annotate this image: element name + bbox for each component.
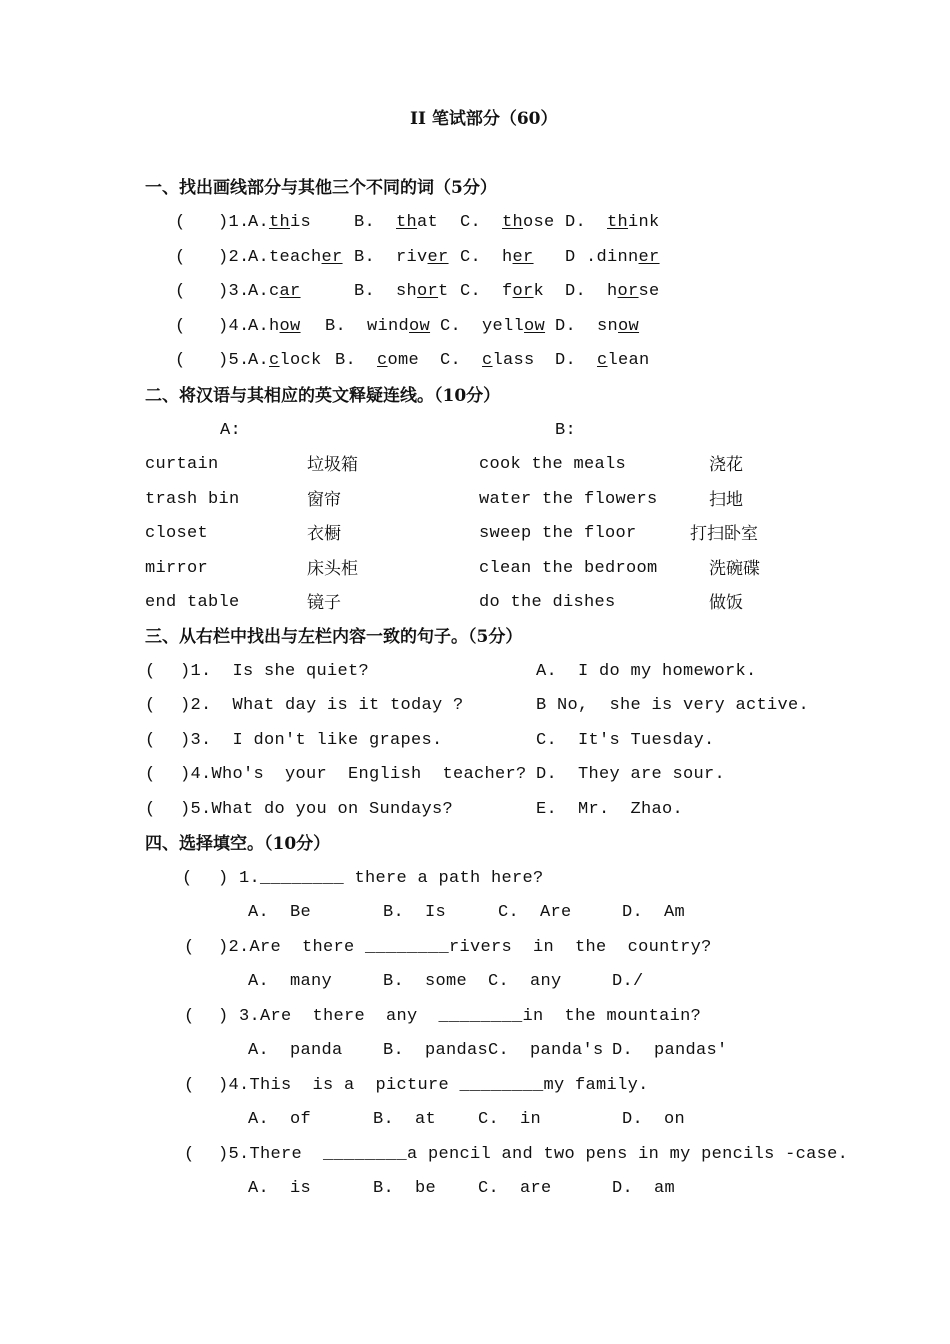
english-term-b[interactable]: water the flowers [479,490,658,509]
answer-option[interactable]: D. am [612,1179,676,1198]
answer-blank[interactable]: ( [145,765,156,784]
answer-option[interactable]: B. some [383,972,468,991]
answer-option[interactable]: C. in [478,1110,542,1129]
column-a-label: A: [220,421,242,440]
answer-option[interactable]: B. be [373,1179,437,1198]
right-sentence: B No, she is very active. [536,696,810,715]
chinese-term-a[interactable]: 衣橱 [307,524,341,544]
column-b-label: B: [555,421,577,440]
left-sentence: )5.What do you on Sundays? [180,800,454,819]
answer-blank[interactable]: ( [182,869,193,888]
chinese-term-b[interactable]: 浇花 [709,455,743,475]
answer-blank[interactable]: ( [175,248,186,267]
chinese-term-a[interactable]: 窗帘 [307,490,341,510]
right-sentence: C. It's Tuesday. [536,731,715,750]
option-word: D .dinner [565,248,660,267]
option-word: B. that [354,213,439,232]
left-sentence: )3. I don't like grapes. [180,731,443,750]
answer-blank[interactable]: ( [184,938,195,957]
answer-option[interactable]: D. pandas' [612,1041,728,1060]
answer-option[interactable]: B. at [373,1110,437,1129]
section-4-heading: 四、选择填空。（10分） [145,834,331,854]
answer-blank[interactable]: ( [184,1007,195,1026]
answer-option[interactable]: B. Is [383,903,447,922]
answer-option[interactable]: A. many [248,972,333,991]
answer-option[interactable]: A. panda [248,1041,343,1060]
option-word: D. horse [565,282,660,301]
answer-option[interactable]: C. are [478,1179,552,1198]
option-word: C. those [460,213,555,232]
left-sentence: )1. Is she quiet? [180,662,370,681]
answer-option[interactable]: C. Are [498,903,572,922]
page-title: II 笔试部分（60） [410,109,558,129]
english-term-a[interactable]: closet [145,524,209,543]
question-number: )5. [218,351,250,370]
answer-option[interactable]: C. any [488,972,562,991]
answer-option[interactable]: D./ [612,972,644,991]
english-term-a[interactable]: mirror [145,559,209,578]
chinese-term-b[interactable]: 扫地 [709,490,743,510]
english-term-b[interactable]: clean the bedroom [479,559,658,578]
option-word: B. short [354,282,449,301]
answer-option[interactable]: C. panda's [488,1041,604,1060]
answer-blank[interactable]: ( [145,800,156,819]
section-3-heading: 三、从右栏中找出与左栏内容一致的句子。（5分） [145,627,523,647]
answer-option[interactable]: A. is [248,1179,312,1198]
english-term-a[interactable]: trash bin [145,490,240,509]
option-word: B. window [325,317,431,336]
option-word: D. think [565,213,660,232]
english-term-b[interactable]: do the dishes [479,593,616,612]
answer-option[interactable]: B. pandas [383,1041,489,1060]
answer-blank[interactable]: ( [145,731,156,750]
right-sentence: A. I do my homework. [536,662,757,681]
chinese-term-a[interactable]: 镜子 [307,593,341,613]
answer-blank[interactable]: ( [175,213,186,232]
english-term-b[interactable]: cook the meals [479,455,627,474]
option-word: A.clock [248,351,322,370]
chinese-term-b[interactable]: 做饭 [709,593,743,613]
option-word: D. snow [555,317,640,336]
answer-option[interactable]: D. on [622,1110,686,1129]
option-word: C. her [460,248,534,267]
answer-blank[interactable]: ( [175,282,186,301]
option-word: C. class [440,351,535,370]
answer-blank[interactable]: ( [184,1145,195,1164]
answer-option[interactable]: D. Am [622,903,686,922]
chinese-term-a[interactable]: 床头柜 [307,559,358,579]
option-word: D. clean [555,351,650,370]
chinese-term-a[interactable]: 垃圾箱 [307,455,358,475]
english-term-b[interactable]: sweep the floor [479,524,637,543]
question-number: )4. [218,317,250,336]
section-1-heading: 一、找出画线部分与其他三个不同的词（5分） [145,178,497,198]
question-text: )2.Are there ________rivers in the country? [218,938,712,957]
question-text: )5.There ________a pencil and two pens in my pencils -case. [218,1145,849,1164]
right-sentence: E. Mr. Zhao. [536,800,684,819]
right-sentence: D. They are sour. [536,765,726,784]
option-word: C. yellow [440,317,546,336]
question-number: )3. [218,282,250,301]
question-text: ) 1.________ there a path here? [218,869,544,888]
section-2-heading: 二、将汉语与其相应的英文释疑连线。（10分） [145,386,501,406]
answer-blank[interactable]: ( [184,1076,195,1095]
answer-blank[interactable]: ( [145,696,156,715]
english-term-a[interactable]: end table [145,593,240,612]
answer-blank[interactable]: ( [175,351,186,370]
question-number: )1. [218,213,250,232]
left-sentence: )2. What day is it today ? [180,696,464,715]
option-word: A.how [248,317,301,336]
question-text: )4.This is a picture ________my family. [218,1076,649,1095]
answer-blank[interactable]: ( [175,317,186,336]
option-word: A.teacher [248,248,343,267]
answer-blank[interactable]: ( [145,662,156,681]
question-text: ) 3.Are there any ________in the mountain? [218,1007,702,1026]
chinese-term-b[interactable]: 打扫卧室 [690,524,758,544]
chinese-term-b[interactable]: 洗碗碟 [709,559,760,579]
answer-option[interactable]: A. of [248,1110,312,1129]
english-term-a[interactable]: curtain [145,455,219,474]
option-word: A.this [248,213,312,232]
option-word: C. fork [460,282,545,301]
answer-option[interactable]: A. Be [248,903,312,922]
left-sentence: )4.Who's your English teacher? [180,765,527,784]
option-word: B. come [335,351,420,370]
option-word: B. river [354,248,449,267]
question-number: )2. [218,248,250,267]
option-word: A.car [248,282,301,301]
